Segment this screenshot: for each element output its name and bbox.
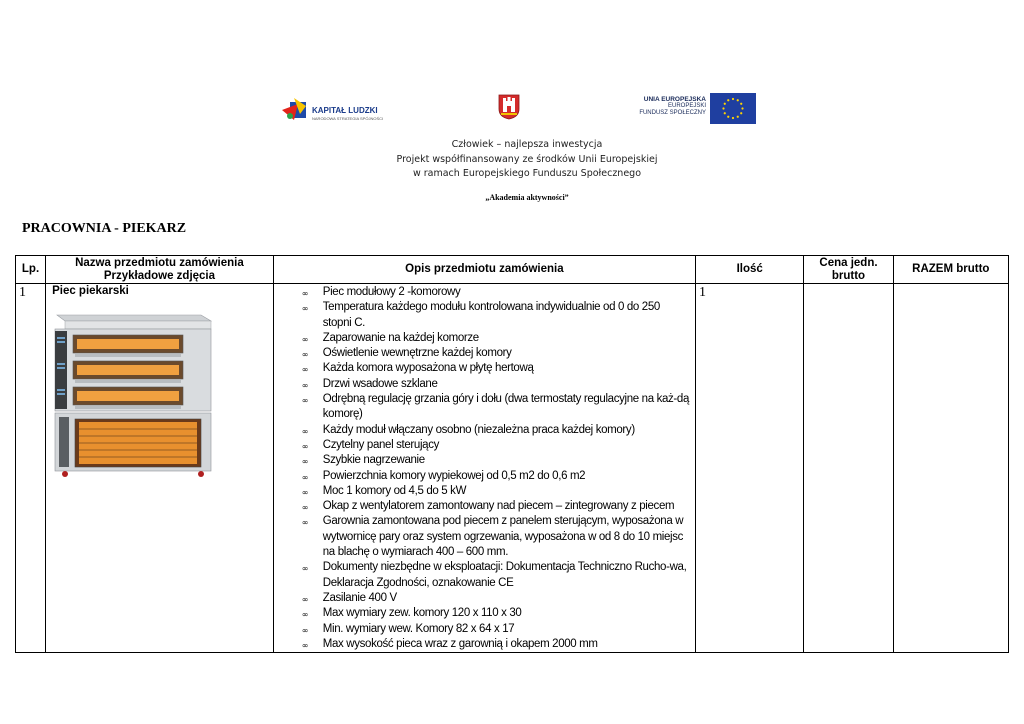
spec-item: ∞ Szybkie nagrzewanie	[323, 453, 695, 468]
header-line-1: Człowiek – najlepsza inwestycja	[451, 139, 603, 150]
header-total: RAZEM brutto	[893, 256, 1008, 284]
spec-item: ∞ Moc 1 komory od 4,5 do 5 kW	[323, 484, 695, 499]
header-name-line: Nazwa przedmiotu zamówienia	[75, 256, 244, 269]
eu-star	[722, 107, 724, 109]
kapital-ludzki-emblem	[280, 96, 314, 126]
spec-item: ∞ Min. wymiary wew. Komory 82 x 64 x 17	[323, 622, 695, 637]
spec-item: ∞ Każda komora wyposażona w płytę hertową	[323, 361, 695, 376]
oven-photo	[51, 301, 216, 479]
kapital-ludzki-subtitle: NARODOWA STRATEGIA SPÓJNOŚCI	[312, 116, 384, 121]
eu-logo-line: UNIA EUROPEJSKA	[643, 96, 706, 103]
eu-star	[724, 112, 726, 114]
header-line-2: Projekt współfinansowany ze środków Unii Europejskiej	[396, 153, 658, 165]
header-price-line: brutto	[831, 269, 866, 282]
header-quantity: Ilość	[696, 256, 804, 284]
table-header-row	[16, 256, 1009, 284]
eu-star	[732, 98, 734, 100]
cell-name	[46, 284, 274, 653]
header-description: Opis przedmiotu zamówienia	[273, 256, 695, 284]
eu-flag	[710, 93, 756, 124]
cell-lp	[16, 284, 46, 653]
spec-item: ∞ Dokumenty niezbędne w eksploatacji: Dokumentacja Techniczno Rucho-wa, Deklaracja Zgodności, oznakowanie CE	[323, 560, 695, 591]
spec-list	[274, 285, 695, 652]
eu-star	[740, 112, 742, 114]
spec-item: ∞ Max wymiary zew. komory 120 x 110 x 30	[323, 606, 695, 621]
cell-description	[273, 284, 695, 653]
eu-logo-line: EUROPEJSKI	[667, 103, 706, 109]
header-line-3: w ramach Europejskiego Funduszu Społecznego	[412, 168, 642, 179]
item-name: Piec piekarski	[52, 285, 129, 297]
eu-star	[737, 116, 739, 118]
eu-logo-text	[612, 96, 706, 117]
row-number: 1	[19, 285, 26, 300]
eu-star	[737, 99, 739, 101]
cell-total	[893, 284, 1008, 653]
order-table	[15, 255, 1009, 653]
spec-item: ∞ Okap z wentylatorem zamontowany nad piecem – zintegrowany z piecem	[323, 499, 695, 514]
eu-star	[727, 116, 729, 118]
spec-item: ∞ Powierzchnia komory wypiekowej od 0,5 m2 do 0,6 m2	[323, 469, 695, 484]
eu-star	[732, 117, 734, 119]
spec-item: ∞ Czytelny panel sterujący	[323, 438, 695, 453]
eu-logo-line: FUNDUSZ SPOŁECZNY	[639, 110, 706, 116]
section-title: PRACOWNIA - PIEKARZ	[22, 221, 187, 236]
kapital-ludzki-logo	[270, 88, 400, 132]
spec-item: ∞ Oświetlenie wewnętrzne każdej komory	[323, 346, 695, 361]
cell-quantity	[696, 284, 804, 653]
quantity-value: 1	[699, 285, 707, 300]
spec-item: ∞ Max wysokość pieca wraz z garownią i okapem 2000 mm	[323, 637, 695, 652]
spec-item: ∞ Każdy moduł włączany osobno (niezależna praca każdej komory)	[323, 423, 695, 438]
coat-of-arms	[498, 94, 520, 120]
header-price-line: Cena jedn.	[819, 256, 878, 269]
spec-item: ∞ Temperatura każdego modułu kontrolowana indywidualnie od 0 do 250 stopni C.	[323, 300, 695, 331]
total-value	[894, 284, 1008, 285]
header-unit-price	[804, 256, 893, 284]
eu-star	[724, 103, 726, 105]
header-name	[46, 256, 274, 284]
spec-item: ∞ Zaparowanie na każdej komorze	[323, 331, 695, 346]
spec-item: ∞ Zasilanie 400 V	[323, 591, 695, 606]
spec-item: ∞ Odrębną regulację grzania góry i dołu (dwa termostaty regulacyjne na każ-dą komorę)	[323, 392, 695, 423]
header-lp: Lp.	[16, 256, 46, 284]
table-row	[16, 284, 1009, 653]
eu-star	[727, 99, 729, 101]
eu-star	[741, 107, 743, 109]
unit-price-value	[804, 284, 892, 285]
cell-unit-price	[804, 284, 893, 653]
header-text	[300, 138, 754, 182]
spec-item: ∞ Garownia zamontowana pod piecem z panelem sterującym, wyposażona w wytwornicę pary oraz system ogrzewania, wyposażona w od 8 do 10 miejsc na blachę o wymiarach 400 – 600 mm.	[323, 514, 695, 560]
project-motto: „Akademia aktywności”	[485, 193, 569, 202]
eu-star	[740, 103, 742, 105]
header-name-line: Przykładowe zdjęcia	[103, 269, 216, 282]
kapital-ludzki-name: KAPITAŁ LUDZKI	[312, 106, 378, 115]
spec-item: ∞ Drzwi wsadowe szklane	[323, 377, 695, 392]
spec-item: ∞ Piec modułowy 2 -komorowy	[323, 285, 695, 300]
